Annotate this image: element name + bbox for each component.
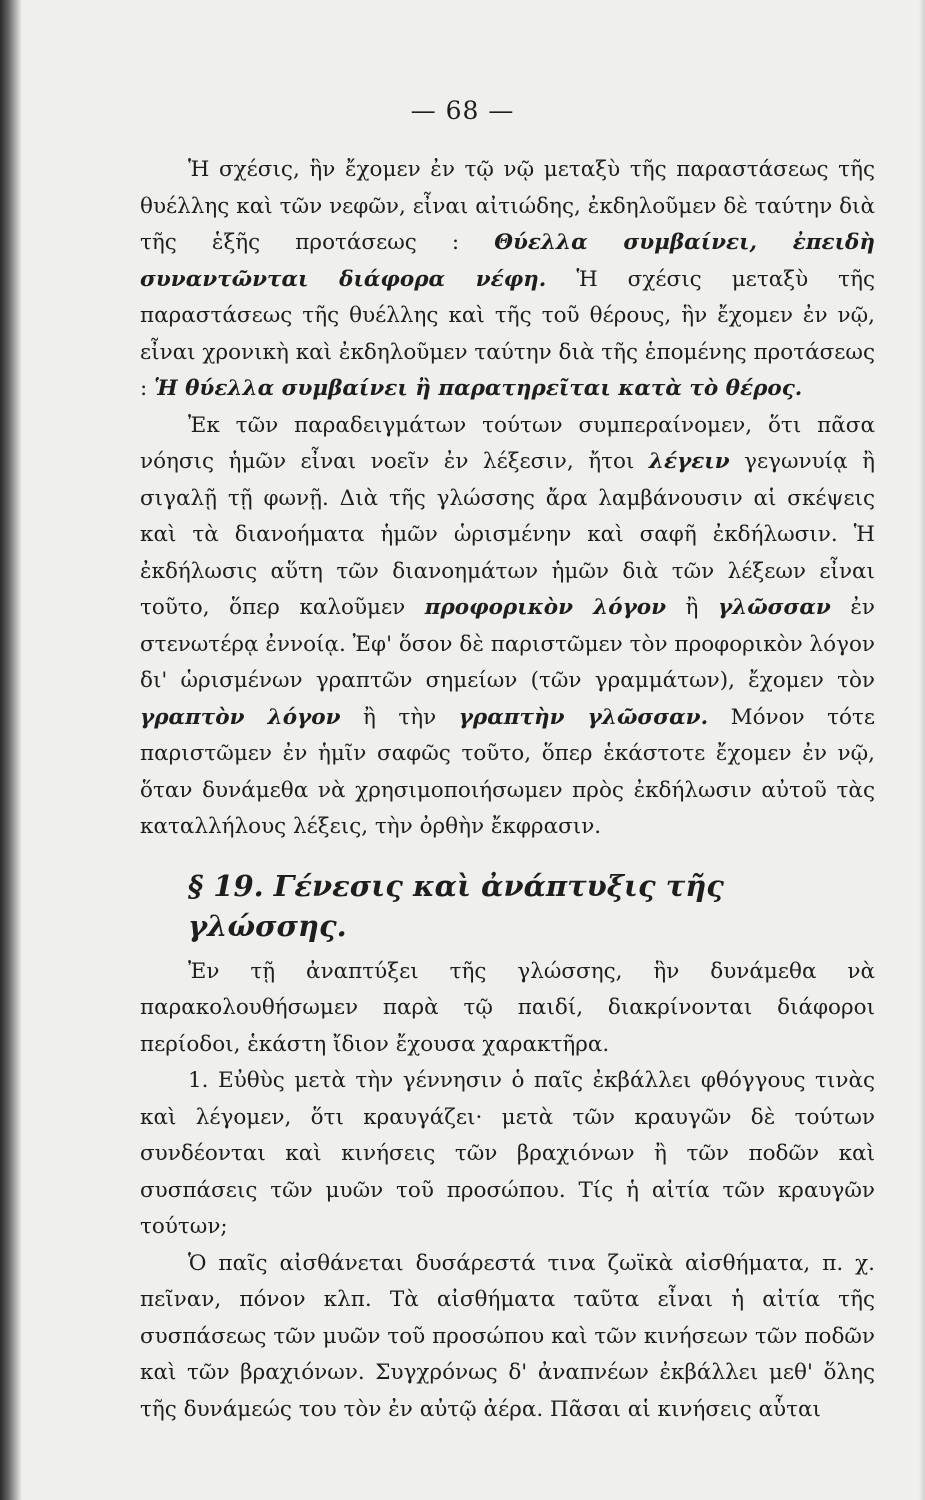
paragraph bbox=[140, 152, 875, 408]
paragraph-text: ἢ τὴν bbox=[340, 704, 459, 730]
paragraph-text: Ἡ σχέσις μεταξὺ τῆς παραστάσεως τῆς θυέλλης καὶ τῆς τοῦ θέρους, ἣν ἔχομεν ἐν νῷ, εἶναι χρονικὴ καὶ ἐκδηλοῦμεν ταύτην διὰ τῆς ἑπομένης προτάσεως : bbox=[140, 266, 875, 401]
body-paragraphs-before-section bbox=[140, 152, 875, 846]
emphasized-term: Ἡ θύελλα συμβαίνει ἢ παρατηρεῖται κατὰ τὸ θέρος. bbox=[154, 376, 803, 401]
paragraph-text: Ἐν τῇ ἀναπτύξει τῆς γλώσσης, ἣν δυνάμεθα νὰ παρακολουθήσωμεν παρὰ τῷ παιδί, διακρίνονται διάφοροι περίοδοι, ἑκάστη ἴδιον ἔχουσα χαρακτῆρα. bbox=[140, 958, 875, 1057]
paragraph-text: 1. Εὐθὺς μετὰ τὴν γέννησιν ὁ παῖς ἐκβάλλει φθόγγους τινὰς καὶ λέγομεν, ὅτι κραυγάζει· μετὰ τῶν κραυγῶν δὲ τούτων συνδέονται καὶ κινήσεις τῶν βραχιόνων ἢ τῶν ποδῶν καὶ συσπάσεις τῶν μυῶν τοῦ προσώπου. Τίς ἡ αἰτία τῶν κραυγῶν τούτων; bbox=[140, 1068, 875, 1239]
emphasized-term: προφορικὸν λόγον bbox=[424, 595, 667, 620]
body-paragraphs-after-section bbox=[140, 954, 875, 1429]
paragraph-text: Ἡ σχέσις, ἣν ἔχομεν ἐν τῷ νῷ μεταξὺ τῆς παραστάσεως τῆς θυέλλης καὶ τῶν νεφῶν, εἶναι αἰτιώδης, ἐκδηλοῦμεν δὲ ταύτην διὰ τῆς ἑξῆς προτάσεως : bbox=[140, 157, 875, 255]
page-binding-shadow bbox=[0, 0, 22, 1500]
paragraph-text: Ἐκ τῶν παραδειγμάτων τούτων συμπεραίνομεν, ὅτι πᾶσα νόησις ἡμῶν εἶναι νοεῖν ἐν λέξεσιν, ἤτοι bbox=[140, 412, 875, 474]
emphasized-term: γραπτὸν λόγον bbox=[140, 704, 341, 730]
paragraph bbox=[140, 408, 875, 846]
paragraph-text: ἢ bbox=[666, 595, 718, 620]
paragraph bbox=[140, 954, 875, 1064]
emphasized-term: λέγειν bbox=[648, 449, 730, 474]
paragraph-text: ἐν στενωτέρᾳ ἐννοίᾳ. Ἐφ' ὅσον δὲ παριστῶμεν τὸν προφορικὸν λόγον δι' ὡρισμένων γραπτῶν σημείων (τῶν γραμμάτων), ἔχομεν τὸν bbox=[140, 595, 875, 693]
page-body bbox=[140, 152, 875, 1428]
paragraph-text: γεγωνυίᾳ ἢ σιγαλῇ τῇ φωνῇ. Διὰ τῆς γλώσσης ἄρα λαμβάνουσιν αἱ σκέψεις καὶ τὰ διανοήματα ἡμῶν ὡρισμένην καὶ σαφῆ ἐκδήλωσιν. Ἡ ἐκδήλωσις αὕτη τῶν διανοημάτων ἡμῶν διὰ τῶν λέξεων εἶναι τοῦτο, ὅπερ καλοῦμεν bbox=[140, 449, 876, 620]
page-number: — 68 — bbox=[410, 96, 515, 125]
page-edge bbox=[919, 0, 925, 1500]
emphasized-term: γραπτὴν γλῶσσαν. bbox=[458, 704, 709, 730]
section-heading: § 19. Γένεσις καὶ ἀνάπτυξις τῆς γλώσσης. bbox=[188, 868, 724, 943]
emphasized-term: Θύελλα συμβαίνει, ἐπειδὴ συναντῶνται διάφορα νέφη. bbox=[140, 230, 876, 292]
paragraph-text: Μόνον τότε παριστῶμεν ἐν ἡμῖν σαφῶς τοῦτο, ὅπερ ἑκάστοτε ἔχομεν ἐν νῷ, ὅταν δυνάμεθα νὰ χρησιμοποιήσωμεν πρὸς ἐκδήλωσιν αὐτοῦ τὰς καταλλήλους λέξεις, τὴν ὀρθὴν ἔκφρασιν. bbox=[140, 704, 875, 839]
emphasized-term: γλῶσσαν bbox=[717, 595, 831, 620]
paragraph-text: Ὁ παῖς αἰσθάνεται δυσάρεστά τινα ζωϊκὰ αἰσθήματα, π. χ. πεῖναν, πόνον κλπ. Τὰ αἰσθήματα ταῦτα εἶναι ἡ αἰτία τῆς συσπάσεως τῶν μυῶν τοῦ προσώπου καὶ τῶν κινήσεων τῶν ποδῶν καὶ τῶν βραχιόνων. Συγχρόνως δ' ἀναπνέων ἐκβάλλει μεθ' ὅλης τῆς δυνάμεώς του τὸν ἐν αὐτῷ ἀέρα. Πᾶσαι αἱ κινήσεις αὗται bbox=[140, 1250, 875, 1422]
paragraph bbox=[140, 1063, 875, 1246]
paragraph bbox=[140, 1246, 875, 1429]
